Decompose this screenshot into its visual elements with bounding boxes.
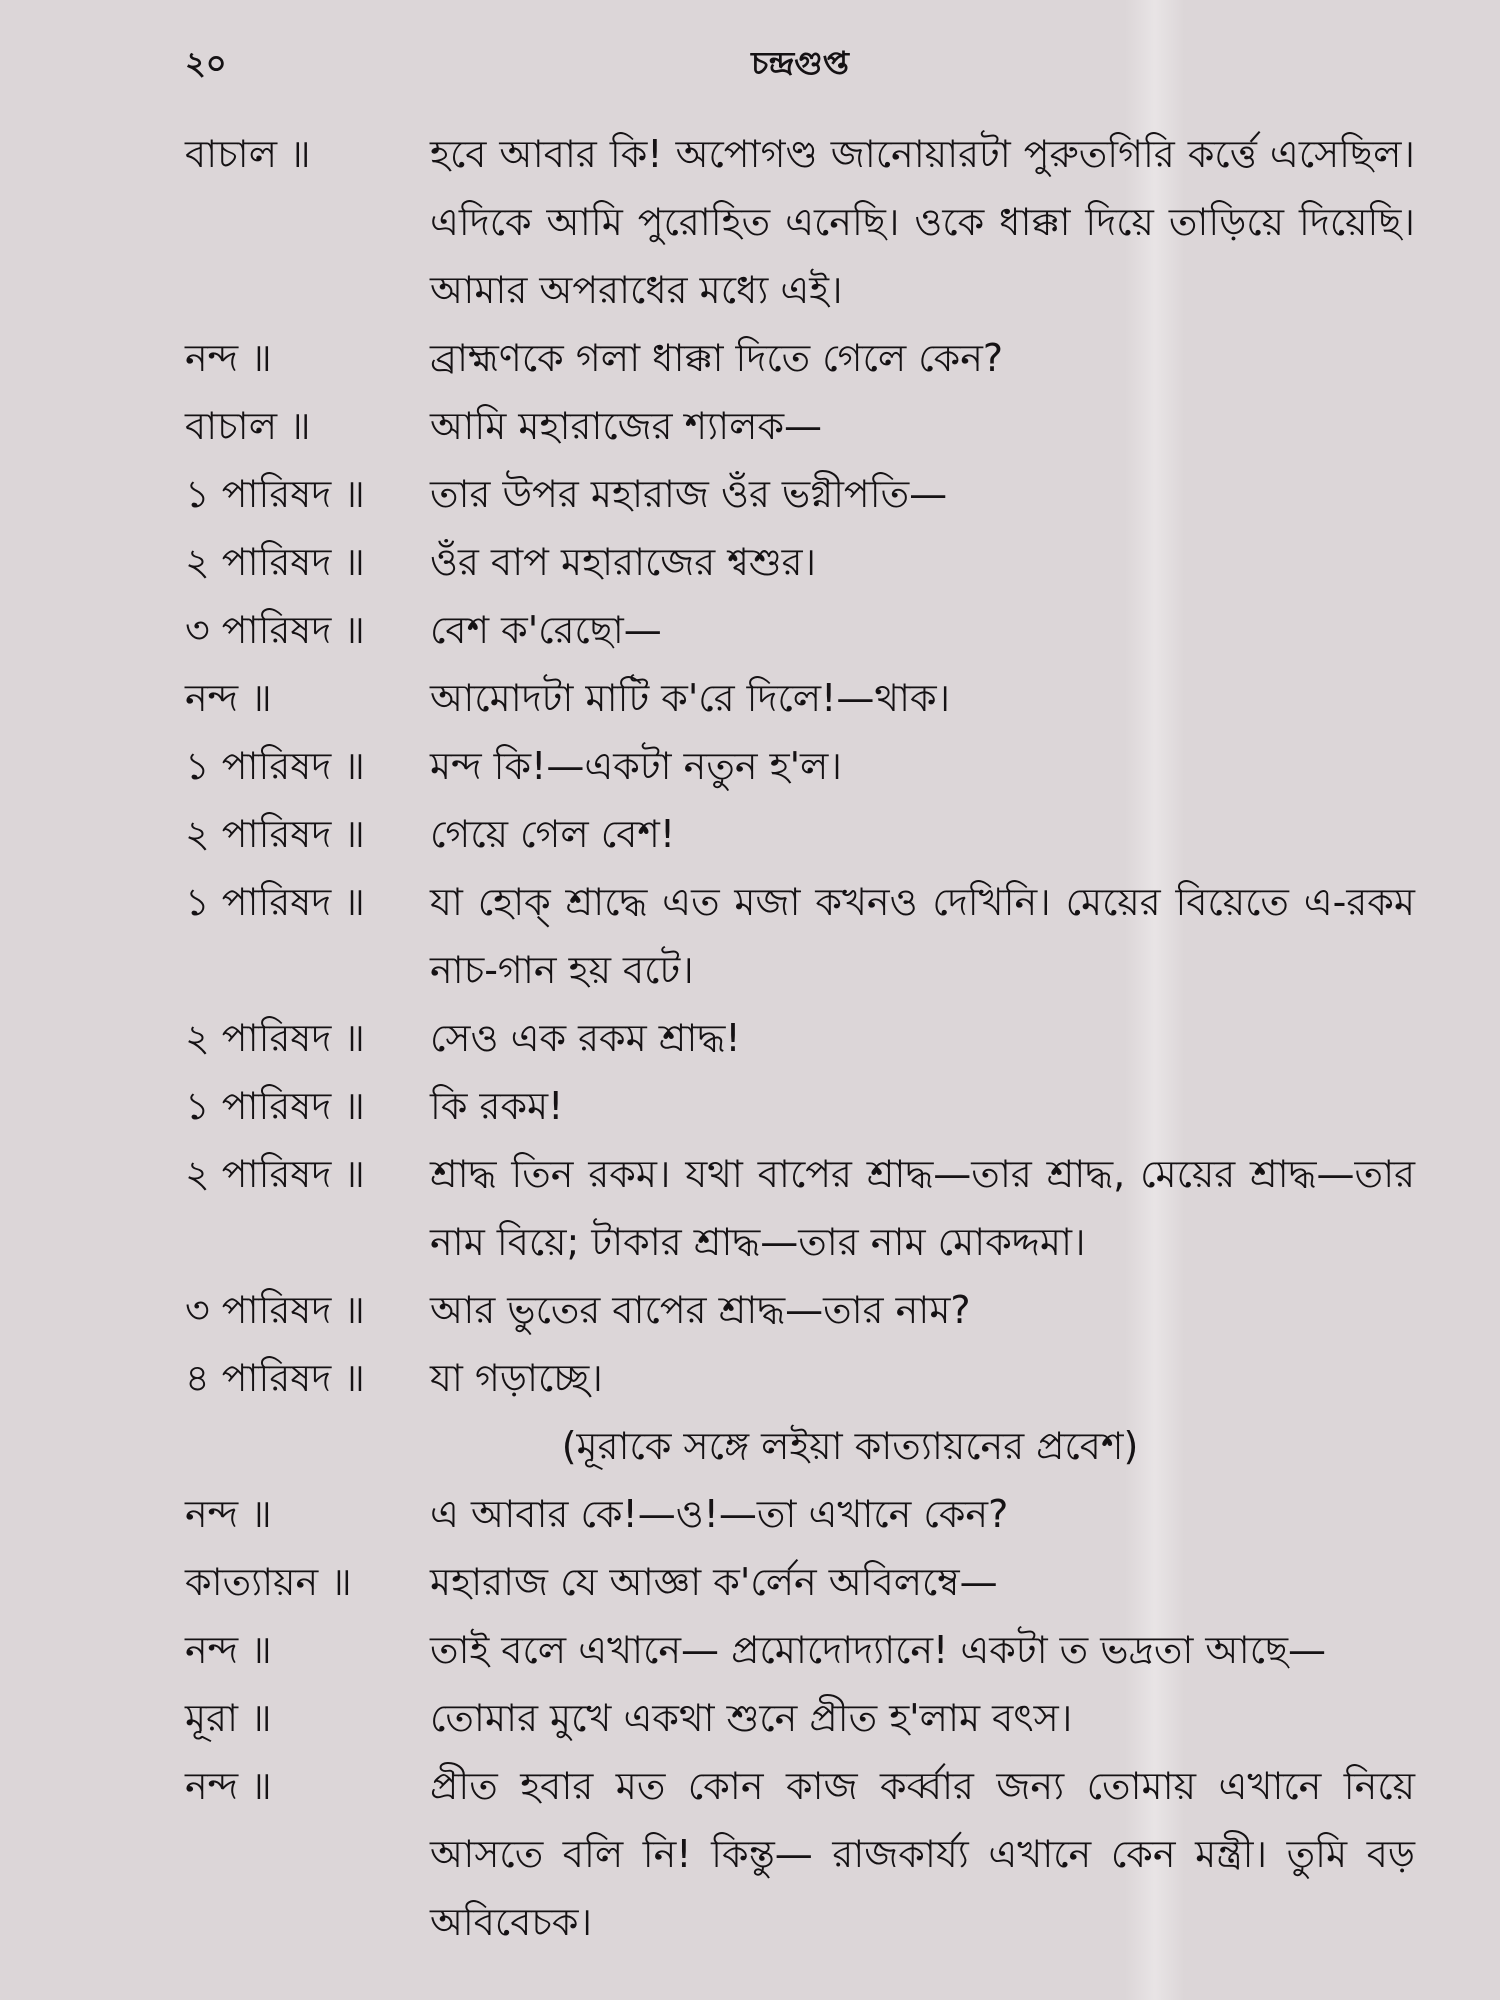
dialogue-line: প্রীত হবার মত কোন কাজ কর্ব্বার জন্য তোমায় এখানে নিয়ে আসতে বলি নি! কিন্তু— রাজকার্য্য এখানে কেন মন্ত্রী। তুমি বড় অবিবেচক। xyxy=(430,1764,1415,1944)
dialogue-line: আর ভুতের বাপের শ্রাদ্ধ—তার নাম? xyxy=(430,1288,971,1332)
page-header xyxy=(185,38,1415,88)
dialogue-row xyxy=(185,460,1415,528)
dialogue-line: মহারাজ যে আজ্ঞা ক'র্লেন অবিলম্বে— xyxy=(430,1560,998,1604)
dialogue-row xyxy=(185,664,1415,732)
speaker-name: ৪ পারিষদ ॥ xyxy=(185,1356,365,1400)
dialogue-row xyxy=(185,1004,1415,1072)
dialogue-line: আমোদটা মাটি ক'রে দিলে!—থাক। xyxy=(430,676,951,720)
speaker-name: মূরা ॥ xyxy=(185,1696,272,1740)
dialogue-line: কি রকম! xyxy=(430,1084,564,1128)
speaker-name: ৩ পারিষদ ॥ xyxy=(185,608,365,652)
speaker-name: ১ পারিষদ ॥ xyxy=(185,472,365,516)
dialogue-row xyxy=(185,120,1415,324)
speaker-name: ১ পারিষদ ॥ xyxy=(185,744,365,788)
dialogue-row xyxy=(185,1616,1415,1684)
speaker-name: কাত্যায়ন ॥ xyxy=(185,1560,352,1604)
dialogue-line: এ আবার কে!—ও!—তা এখানে কেন? xyxy=(430,1492,1009,1536)
dialogue-row xyxy=(185,528,1415,596)
speaker-name: বাচাল ॥ xyxy=(185,132,311,176)
dialogue-line: গেয়ে গেল বেশ! xyxy=(430,812,676,856)
speaker-name: নন্দ ॥ xyxy=(185,676,272,720)
dialogue-row xyxy=(185,1140,1415,1276)
dialogue-row xyxy=(185,868,1415,1004)
speaker-name: নন্দ ॥ xyxy=(185,1764,272,1808)
speaker-name: বাচাল ॥ xyxy=(185,404,311,448)
speaker-name: ২ পারিষদ ॥ xyxy=(185,812,365,856)
speaker-name: ২ পারিষদ ॥ xyxy=(185,1152,365,1196)
dialogue-line: শ্রাদ্ধ তিন রকম। যথা বাপের শ্রাদ্ধ—তার শ্রাদ্ধ, মেয়ের শ্রাদ্ধ—তার নাম বিয়ে; টাকার শ্রাদ্ধ—তার নাম মোকদ্দমা। xyxy=(430,1152,1415,1264)
running-title: চন্দ্রগুপ্ত xyxy=(751,44,849,82)
dialogue-line: তাই বলে এখানে— প্রমোদোদ্যানে! একটা ত ভদ্রতা আছে— xyxy=(430,1628,1327,1672)
speaker-name: নন্দ ॥ xyxy=(185,1492,272,1536)
dialogue-row xyxy=(185,732,1415,800)
dialogue-line: তোমার মুখে একথা শুনে প্রীত হ'লাম বৎস। xyxy=(430,1696,1073,1740)
dialogue-line: আমি মহারাজের শ্যালক— xyxy=(430,404,823,448)
dialogue-line: ব্রাহ্মণকে গলা ধাক্কা দিতে গেলে কেন? xyxy=(430,336,1004,380)
dialogue-row xyxy=(185,1480,1415,1548)
dialogue-row xyxy=(185,1072,1415,1140)
speaker-name: ১ পারিষদ ॥ xyxy=(185,1084,365,1128)
dialogue-row xyxy=(185,1752,1415,1956)
page-number: ২০ xyxy=(185,44,227,82)
dialogue-line: বেশ ক'রেছো— xyxy=(430,608,662,652)
speaker-name: নন্দ ॥ xyxy=(185,336,272,380)
speaker-name: ২ পারিষদ ॥ xyxy=(185,540,365,584)
dialogue-row xyxy=(185,1684,1415,1752)
dialogue-line: মন্দ কি!—একটা নতুন হ'ল। xyxy=(430,744,842,788)
dialogue-row xyxy=(185,1344,1415,1412)
play-text xyxy=(185,120,1415,1956)
dialogue-line: তার উপর মহারাজ ওঁর ভগ্নীপতি— xyxy=(430,472,948,516)
speaker-name: ১ পারিষদ ॥ xyxy=(185,880,365,924)
dialogue-row xyxy=(185,1276,1415,1344)
dialogue-line: ওঁর বাপ মহারাজের শ্বশুর। xyxy=(430,540,817,584)
speaker-name: নন্দ ॥ xyxy=(185,1628,272,1672)
dialogue-row xyxy=(185,596,1415,664)
dialogue-row xyxy=(185,1548,1415,1616)
dialogue-line: সেও এক রকম শ্রাদ্ধ! xyxy=(430,1016,741,1060)
speaker-name: ৩ পারিষদ ॥ xyxy=(185,1288,365,1332)
speaker-name: ২ পারিষদ ॥ xyxy=(185,1016,365,1060)
dialogue-line: যা হোক্ শ্রাদ্ধে এত মজা কখনও দেখিনি। মেয়ের বিয়েতে এ-রকম নাচ-গান হয় বটে। xyxy=(430,880,1415,992)
dialogue-line: হবে আবার কি! অপোগণ্ড জানোয়ারটা পুরুতগিরি কর্ত্তে এসেছিল। এদিকে আমি পুরোহিত এনেছি। ওকে ধাক্কা দিয়ে তাড়িয়ে দিয়েছি। আমার অপরাধের মধ্যে এই। xyxy=(430,132,1415,312)
stage-direction: (মূরাকে সঙ্গে লইয়া কাত্যায়নের প্রবেশ) xyxy=(561,1424,1139,1468)
dialogue-row xyxy=(185,800,1415,868)
dialogue-row xyxy=(185,392,1415,460)
dialogue-row xyxy=(185,324,1415,392)
dialogue-line: যা গড়াচ্ছে। xyxy=(430,1356,603,1400)
